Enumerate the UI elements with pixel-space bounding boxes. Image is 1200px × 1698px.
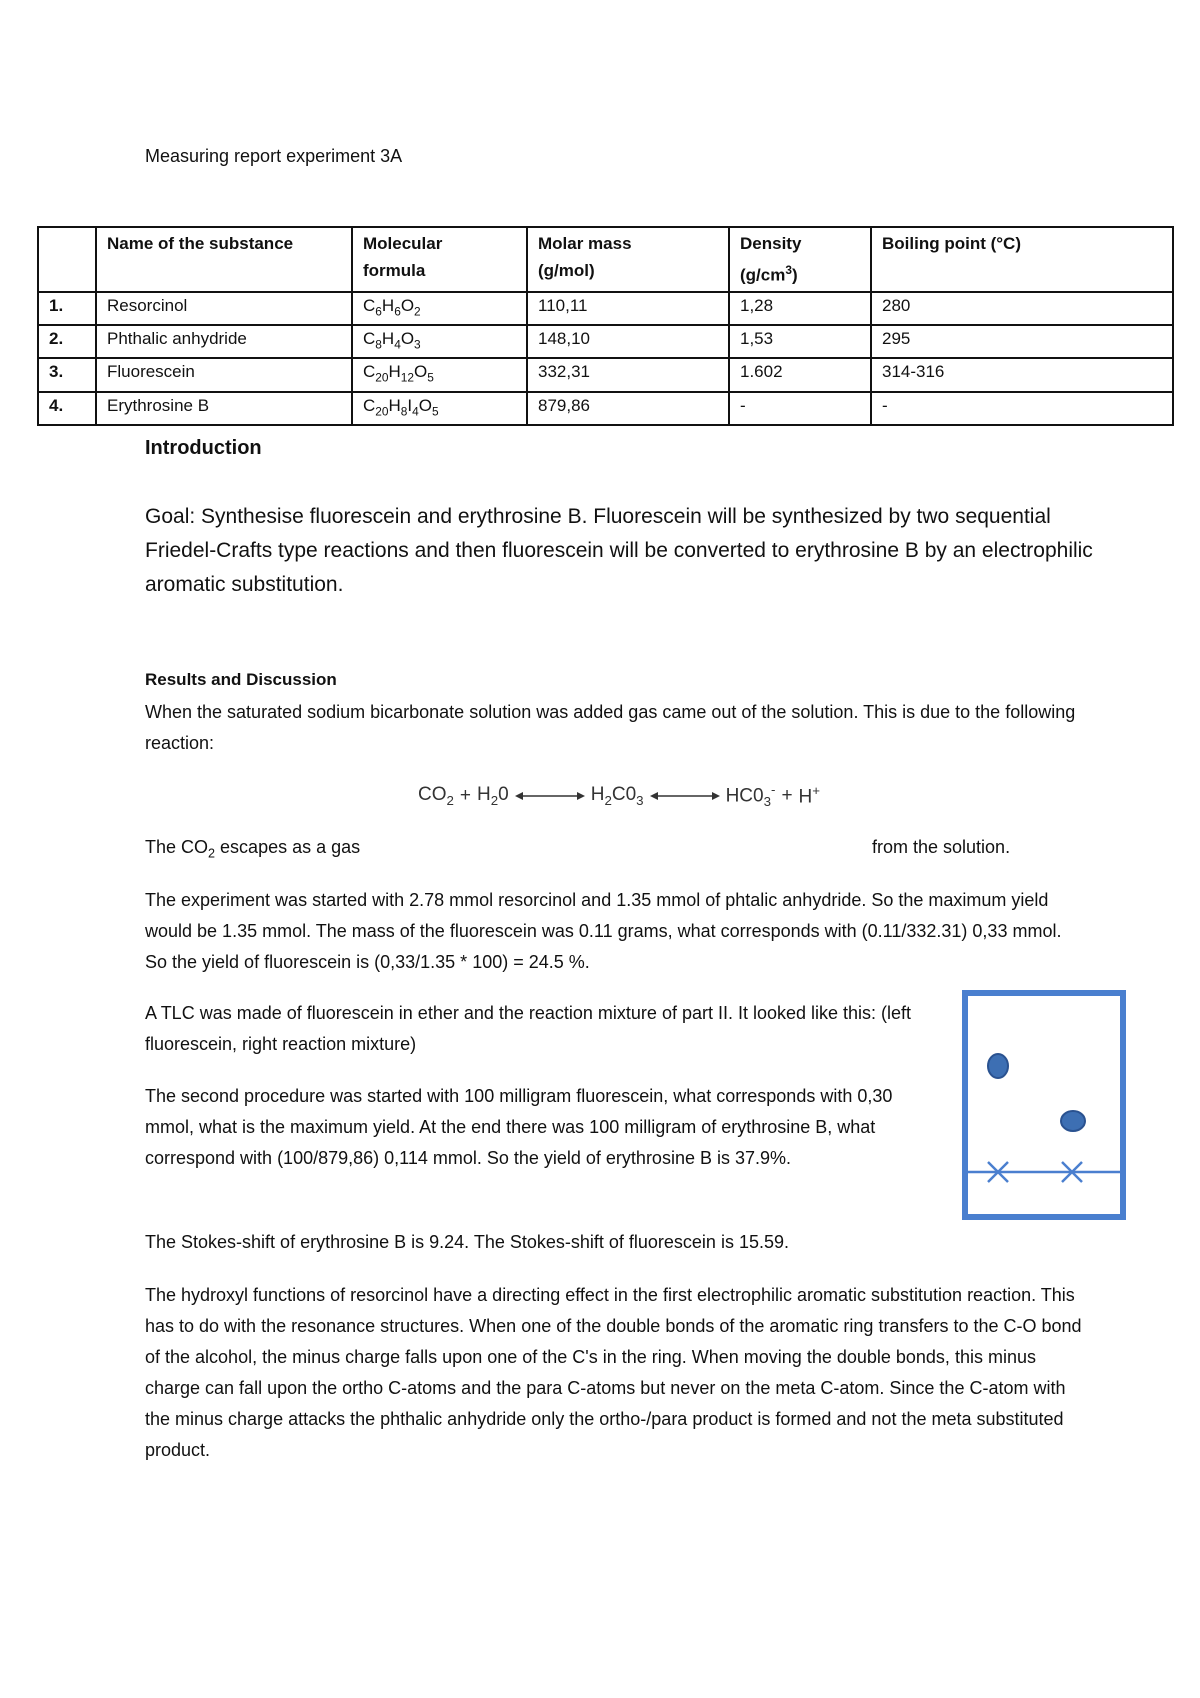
molar-mass: 332,31 [527,358,729,391]
table-row [38,358,1173,391]
table-row [38,392,1173,425]
header-boiling-point: Boiling point (°C) [871,227,1173,292]
eq-hco3: $HC0_3^-$ [725,782,776,810]
experiment-yield-paragraph: The experiment was started with 2.78 mmol resorcinol and 1.35 mmol of phtalic anhydride. So the maximum yield would be 1.35 mmol. The mass of the fluorescein was 0.11 grams, what corresponds with (0.11/332.31) 0,33 mmol. So the yield of fluorescein is (0,33/1.35 * 100) = 24.5 %. [145,890,1062,972]
substance-name: Resorcinol [96,292,352,325]
molar-mass: 879,86 [527,392,729,425]
density: 1,28 [729,292,871,325]
density: 1.602 [729,358,871,391]
tlc-plate-figure [962,990,1126,1220]
eq-plus: + [781,784,793,806]
eq-co2: $CO_2$ [418,783,454,808]
substance-name: Phthalic anhydride [96,325,352,358]
results-intro-paragraph: When the saturated sodium bicarbonate solution was added gas came out of the solution. This is due to the following reaction: [145,702,1076,753]
substance-name: Fluorescein [96,358,352,391]
co2-escape-text-end: from the solution. [872,837,1011,857]
row-number: 3. [38,358,96,391]
molar-mass: 110,11 [527,292,729,325]
molar-mass: 148,10 [527,325,729,358]
eq-h2co3: $H_2C0_3$ [590,783,644,808]
header-formula: Molecular formula [352,227,527,292]
eq-h-plus: H+ [798,782,821,808]
density: - [729,392,871,425]
boiling-point: 314-316 [871,358,1173,391]
second-procedure-paragraph: The second procedure was started with 100 milligram fluorescein, what corresponds with 0,30 mmol, what is the maximum yield. At the end there was 100 milligram of erythrosine B, what correspond with (100/879,86) 0,114 mmol. So the yield of erythrosine B is 37.9%. [145,1086,893,1168]
row-number: 1. [38,292,96,325]
boiling-point: 280 [871,292,1173,325]
eq-plus: + [459,784,472,806]
tlc-spot-fluorescein [988,1054,1008,1078]
substance-name: Erythrosine B [96,392,352,425]
co2-escape-text: The $CO_2$ escapes as a gas [145,837,361,861]
header-name: Name of the substance [96,227,352,292]
boiling-point: - [871,392,1173,425]
document-title: Measuring report experiment 3A [145,146,403,166]
table-row [38,292,1173,325]
tlc-plate-border [965,993,1123,1217]
header-density: Density $(g/cm^3)$ [729,227,871,292]
boiling-point: 295 [871,325,1173,358]
hydroxyl-paragraph: The hydroxyl functions of resorcinol have a directing effect in the first electrophilic aromatic substitution reaction. This has to do with the resonance structures. When one of the double bonds of the aromatic ring transfers to the C-O bond of the alcohol, the minus charge falls upon one of the C's in the ring. When moving the double bonds, this minus charge can fall upon the ortho C-atoms and the para C-atoms but never on the meta C-atom. Since the C-atom with the minus charge attacks the phthalic anhydride only the ortho-/para product is formed and not the meta substituted product. [145,1285,1082,1460]
results-heading: Results and Discussion [145,670,337,689]
header-molar-mass: Molar mass (g/mol) [527,227,729,292]
header-index [38,227,96,292]
table-header-row [38,227,1173,292]
molecular-formula: $C_{20}H_8I_4O_5$ [352,392,527,425]
goal-paragraph: Goal: Synthesise fluorescein and erythrosine B. Fluorescein will be synthesized by two sequential Friedel-Crafts type reactions and then fluorescein will be converted to erythrosine B by an electrophilic aromatic substitution. [145,505,1093,596]
introduction-heading: Introduction [145,437,262,459]
eq-h2o: $H_20$ [477,783,509,808]
substance-properties-table [37,226,1174,426]
row-number: 2. [38,325,96,358]
row-number: 4. [38,392,96,425]
molecular-formula: $C_6H_6O_2$ [352,292,527,325]
equilibrium-arrow-icon [515,789,585,803]
molecular-formula: $C_8H_4O_3$ [352,325,527,358]
equilibrium-arrow-icon [650,789,720,803]
density: 1,53 [729,325,871,358]
tlc-spot-reaction-mixture [1061,1111,1085,1131]
stokes-shift-paragraph: The Stokes-shift of erythrosine B is 9.24. The Stokes-shift of fluorescein is 15.59. [145,1232,789,1252]
chemical-equation [418,782,820,809]
table-row [38,325,1173,358]
molecular-formula: $C_{20}H_{12}O_5$ [352,358,527,391]
tlc-paragraph: A TLC was made of fluorescein in ether and the reaction mixture of part II. It looked like this: (left fluorescein, right reaction mixture) [145,1003,912,1054]
